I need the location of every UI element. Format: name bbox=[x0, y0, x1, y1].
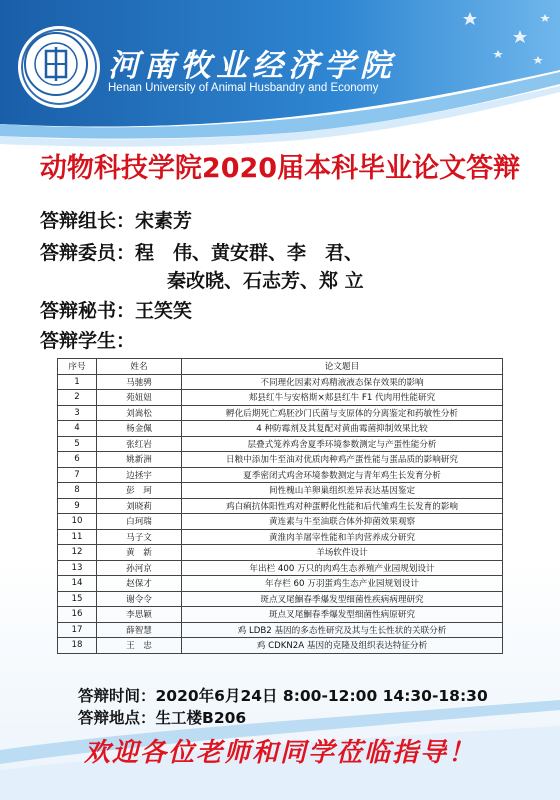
table-row bbox=[58, 483, 503, 499]
table-row bbox=[58, 591, 503, 607]
committee-members-row-2 bbox=[167, 266, 364, 293]
student-name: 李思颖 bbox=[97, 607, 182, 623]
footer-wave bbox=[0, 660, 560, 800]
student-name: 姚新洲 bbox=[97, 452, 182, 468]
student-name: 赵保才 bbox=[97, 576, 182, 592]
university-name-cn: 河南牧业经济学院 bbox=[108, 48, 396, 84]
header-number: 序号 bbox=[58, 359, 97, 375]
student-name: 黄 新 bbox=[97, 545, 182, 561]
thesis-title: 夏季密闭式鸡舍环境参数测定与青年鸡生长发育分析 bbox=[182, 467, 503, 483]
row-number: 10 bbox=[58, 514, 97, 530]
students-label-row bbox=[40, 326, 135, 353]
secretary-name: 王笑笑 bbox=[135, 300, 193, 322]
table-row bbox=[58, 374, 503, 390]
secretary-label: 答辩秘书： bbox=[40, 300, 136, 322]
table-row bbox=[58, 467, 503, 483]
thesis-title: 层叠式笼养鸡舍夏季环境参数测定与产蛋性能分析 bbox=[182, 436, 503, 452]
members-line-2: 秦改晓、石志芳、郑 立 bbox=[167, 270, 364, 292]
row-number: 7 bbox=[58, 467, 97, 483]
table-row bbox=[58, 390, 503, 406]
thesis-title: 年出栏 400 万只的肉鸡生态养殖产业园规划设计 bbox=[182, 560, 503, 576]
row-number: 18 bbox=[58, 638, 97, 654]
table-row bbox=[58, 514, 503, 530]
thesis-title: 孵化后期死亡鸡胚沙门氏菌与支原体的分离鉴定和药敏性分析 bbox=[182, 405, 503, 421]
thesis-title: 郏县红牛与安格斯×郏县红牛 F1 代肉用性能研究 bbox=[182, 390, 503, 406]
table-header-row bbox=[58, 359, 503, 375]
table-row bbox=[58, 560, 503, 576]
student-name: 马子文 bbox=[97, 529, 182, 545]
student-name: 刘嵩松 bbox=[97, 405, 182, 421]
thesis-title: 鸡 CDKN2A 基因的克隆及组织表达特征分析 bbox=[182, 638, 503, 654]
table-row bbox=[58, 622, 503, 638]
page-title: 动物科技学院2020届本科毕业论文答辩 bbox=[39, 153, 521, 184]
student-name: 王 忠 bbox=[97, 638, 182, 654]
row-number: 16 bbox=[58, 607, 97, 623]
time-label: 答辩时间： bbox=[78, 687, 156, 705]
student-name: 张红岩 bbox=[97, 436, 182, 452]
university-name-en: Henan University of Animal Husbandry and Economy bbox=[108, 82, 379, 94]
student-name: 苑妞妞 bbox=[97, 390, 182, 406]
committee-secretary-row bbox=[40, 296, 192, 323]
row-number: 15 bbox=[58, 591, 97, 607]
student-name: 白珂瑞 bbox=[97, 514, 182, 530]
table-row bbox=[58, 576, 503, 592]
student-name: 谢令令 bbox=[97, 591, 182, 607]
row-number: 12 bbox=[58, 545, 97, 561]
row-number: 3 bbox=[58, 405, 97, 421]
thesis-title: 羊场软件设计 bbox=[182, 545, 503, 561]
student-name: 马驰骋 bbox=[97, 374, 182, 390]
row-number: 14 bbox=[58, 576, 97, 592]
students-label: 答辩学生： bbox=[40, 330, 136, 352]
header-name: 姓名 bbox=[97, 359, 182, 375]
members-line-1: 程 伟、黄安群、李 君、 bbox=[135, 242, 364, 264]
table-row bbox=[58, 452, 503, 468]
thesis-title: 年存栏 60 万羽蛋鸡生态产业园规划设计 bbox=[182, 576, 503, 592]
student-name: 彭 珂 bbox=[97, 483, 182, 499]
table-row bbox=[58, 421, 503, 437]
student-name: 刘晓莉 bbox=[97, 498, 182, 514]
place-value: 生工楼B206 bbox=[155, 709, 247, 727]
thesis-title: 斑点叉尾鮰春季爆发型细菌性病原研究 bbox=[182, 607, 503, 623]
chair-label: 答辩组长： bbox=[40, 210, 136, 232]
thesis-title: 日粮中添加牛至油对优质肉种鸡产蛋性能与蛋品质的影响研究 bbox=[182, 452, 503, 468]
table-row bbox=[58, 529, 503, 545]
row-number: 4 bbox=[58, 421, 97, 437]
students-table bbox=[57, 358, 503, 654]
thesis-title: 4 种防霉剂及其复配对黄曲霉菌抑制效果比较 bbox=[182, 421, 503, 437]
thesis-title: 鸡 LDB2 基因的多态性研究及其与生长性状的关联分析 bbox=[182, 622, 503, 638]
row-number: 6 bbox=[58, 452, 97, 468]
time-value: 2020年6月24日 8:00-12:00 14:30-18:30 bbox=[155, 687, 488, 705]
header-banner bbox=[0, 0, 560, 140]
table-body bbox=[58, 374, 503, 653]
table-row bbox=[58, 405, 503, 421]
row-number: 13 bbox=[58, 560, 97, 576]
row-number: 9 bbox=[58, 498, 97, 514]
thesis-title: 黄淮肉羊屠宰性能和羊肉营养成分研究 bbox=[182, 529, 503, 545]
table-row bbox=[58, 607, 503, 623]
row-number: 8 bbox=[58, 483, 97, 499]
thesis-title: 鸡白痢抗体阳性鸡对种蛋孵化性能和后代雏鸡生长发育的影响 bbox=[182, 498, 503, 514]
committee-members-row bbox=[40, 238, 363, 265]
row-number: 17 bbox=[58, 622, 97, 638]
row-number: 1 bbox=[58, 374, 97, 390]
thesis-title: 斑点叉尾鮰春季爆发型细菌性疾病病理研究 bbox=[182, 591, 503, 607]
thesis-title: 不同理化因素对鸡精液液态保存效果的影响 bbox=[182, 374, 503, 390]
university-logo bbox=[18, 26, 100, 108]
members-label: 答辩委员： bbox=[40, 242, 136, 264]
place-label: 答辩地点： bbox=[78, 709, 156, 727]
student-name: 边拯宇 bbox=[97, 467, 182, 483]
student-name: 杨金佩 bbox=[97, 421, 182, 437]
table-row bbox=[58, 436, 503, 452]
table-row bbox=[58, 638, 503, 654]
table-row bbox=[58, 498, 503, 514]
row-number: 5 bbox=[58, 436, 97, 452]
student-name: 孙河京 bbox=[97, 560, 182, 576]
thesis-title: 黄连素与牛至油联合体外抑菌效果观察 bbox=[182, 514, 503, 530]
row-number: 11 bbox=[58, 529, 97, 545]
student-name: 薛智慧 bbox=[97, 622, 182, 638]
committee-chair-row bbox=[40, 206, 192, 233]
row-number: 2 bbox=[58, 390, 97, 406]
chair-name: 宋素芳 bbox=[135, 210, 193, 232]
header-thesis-title: 论文题目 bbox=[182, 359, 503, 375]
welcome-message: 欢迎各位老师和同学莅临指导！ bbox=[83, 738, 476, 768]
thesis-title: 间性槐山羊卵巢组织差异表达基因鉴定 bbox=[182, 483, 503, 499]
university-seal-icon bbox=[21, 29, 97, 105]
table-row bbox=[58, 545, 503, 561]
